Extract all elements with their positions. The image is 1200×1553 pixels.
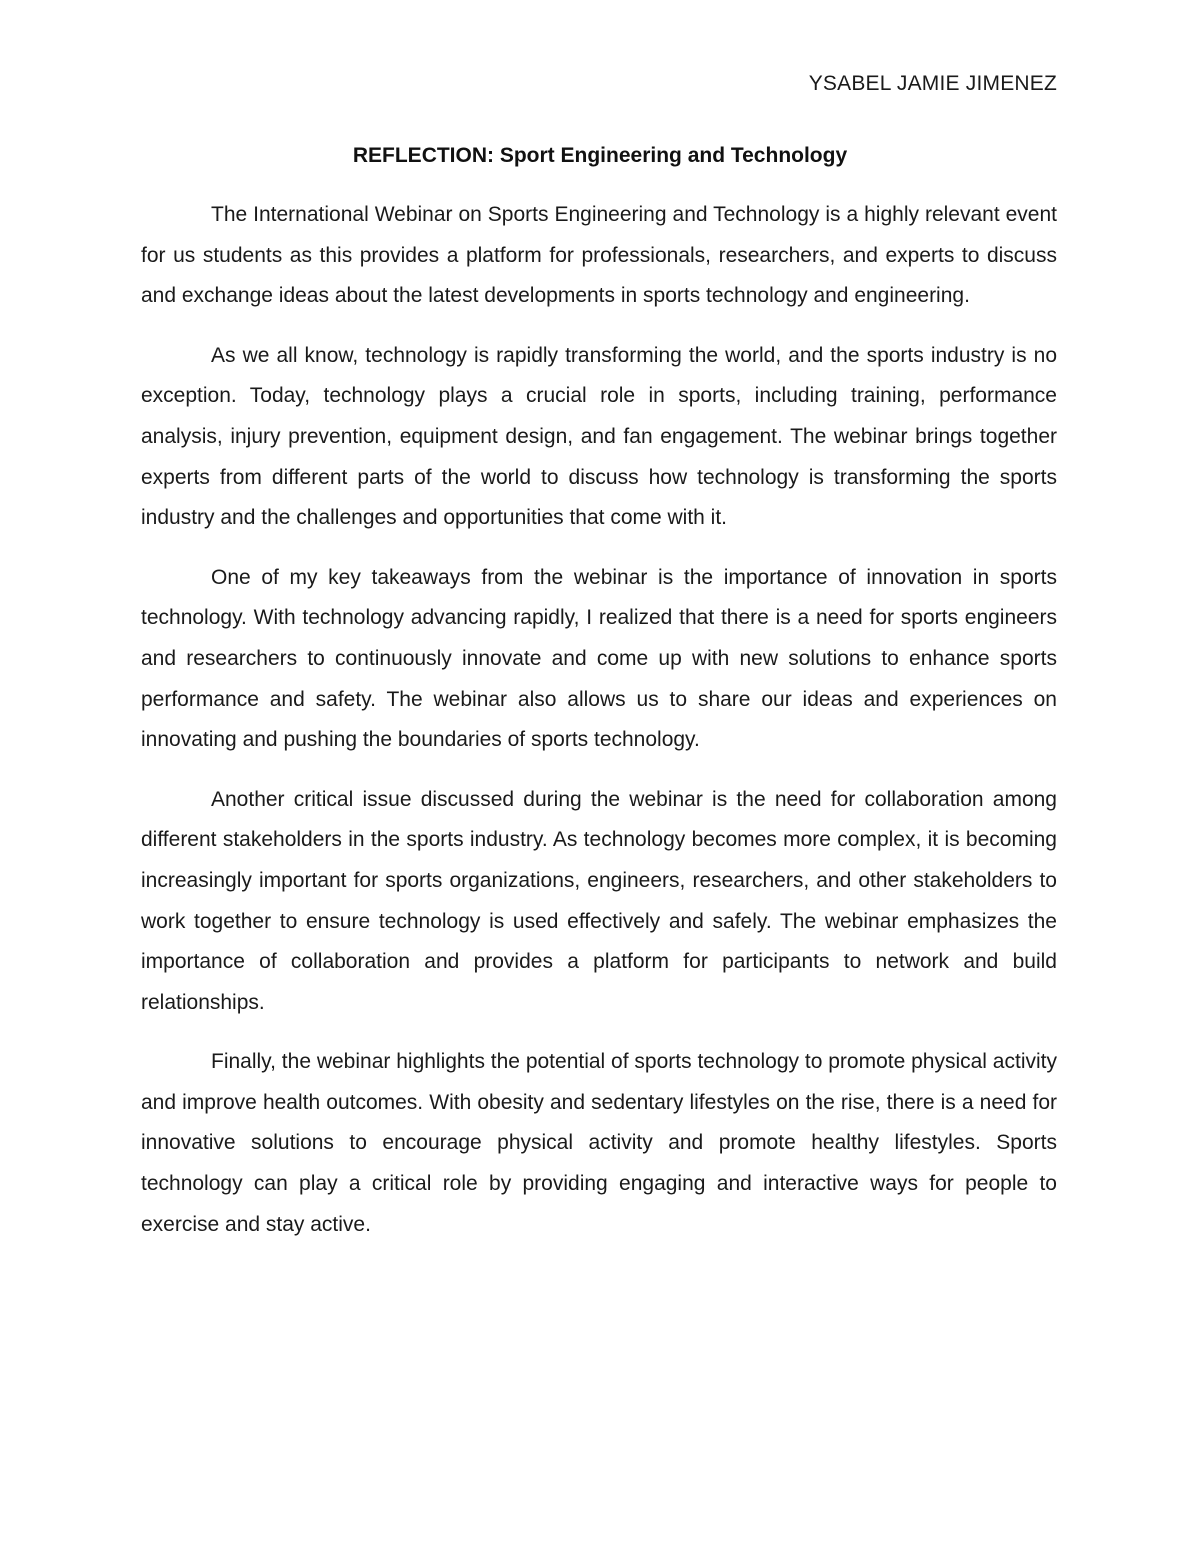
paragraph-3: One of my key takeaways from the webinar is the importance of innovation in sports technology. With technology advancing rapidly, I realized that there is a need for sports engineers and researchers to continuously innovate and come up with new solutions to enhance sports performance and safety. The webinar also allows us to share our ideas and experiences on innovating and pushing the boundaries of sports technology.	[141, 565, 1057, 752]
author-name: YSABEL JAMIE JIMENEZ	[808, 72, 1057, 95]
paragraph-2: As we all know, technology is rapidly transforming the world, and the sports industry is no exception. Today, technology plays a crucial role in sports, including training, performance analysis, injury prevention, equipment design, and fan engagement. The webinar brings together experts from different parts of the world to discuss how technology is transforming the sports industry and the challenges and opportunities that come with it.	[141, 343, 1057, 530]
paragraph-4: Another critical issue discussed during the webinar is the need for collaboration among different stakeholders in the sports industry. As technology becomes more complex, it is becoming increasingly important for sports organizations, engineers, researchers, and other stakeholders to work together to ensure technology is used effectively and safely. The webinar emphasizes the importance of collaboration and provides a platform for participants to network and build relationships.	[141, 787, 1057, 1014]
paragraph-5: Finally, the webinar highlights the potential of sports technology to promote physical activity and improve health outcomes. With obesity and sedentary lifestyles on the rise, there is a need for innovative solutions to encourage physical activity and promote healthy lifestyles. Sports technology can play a critical role by providing engaging and interactive ways for people to exercise and stay active.	[141, 1050, 1057, 1236]
paragraph-1: The International Webinar on Sports Engineering and Technology is a highly relevant event for us students as this provides a platform for professionals, researchers, and experts to discuss and exchange ideas about the latest developments in sports technology and engineering.	[141, 203, 1057, 308]
document-title: REFLECTION: Sport Engineering and Technology	[352, 144, 848, 167]
document-body	[141, 195, 1057, 1264]
